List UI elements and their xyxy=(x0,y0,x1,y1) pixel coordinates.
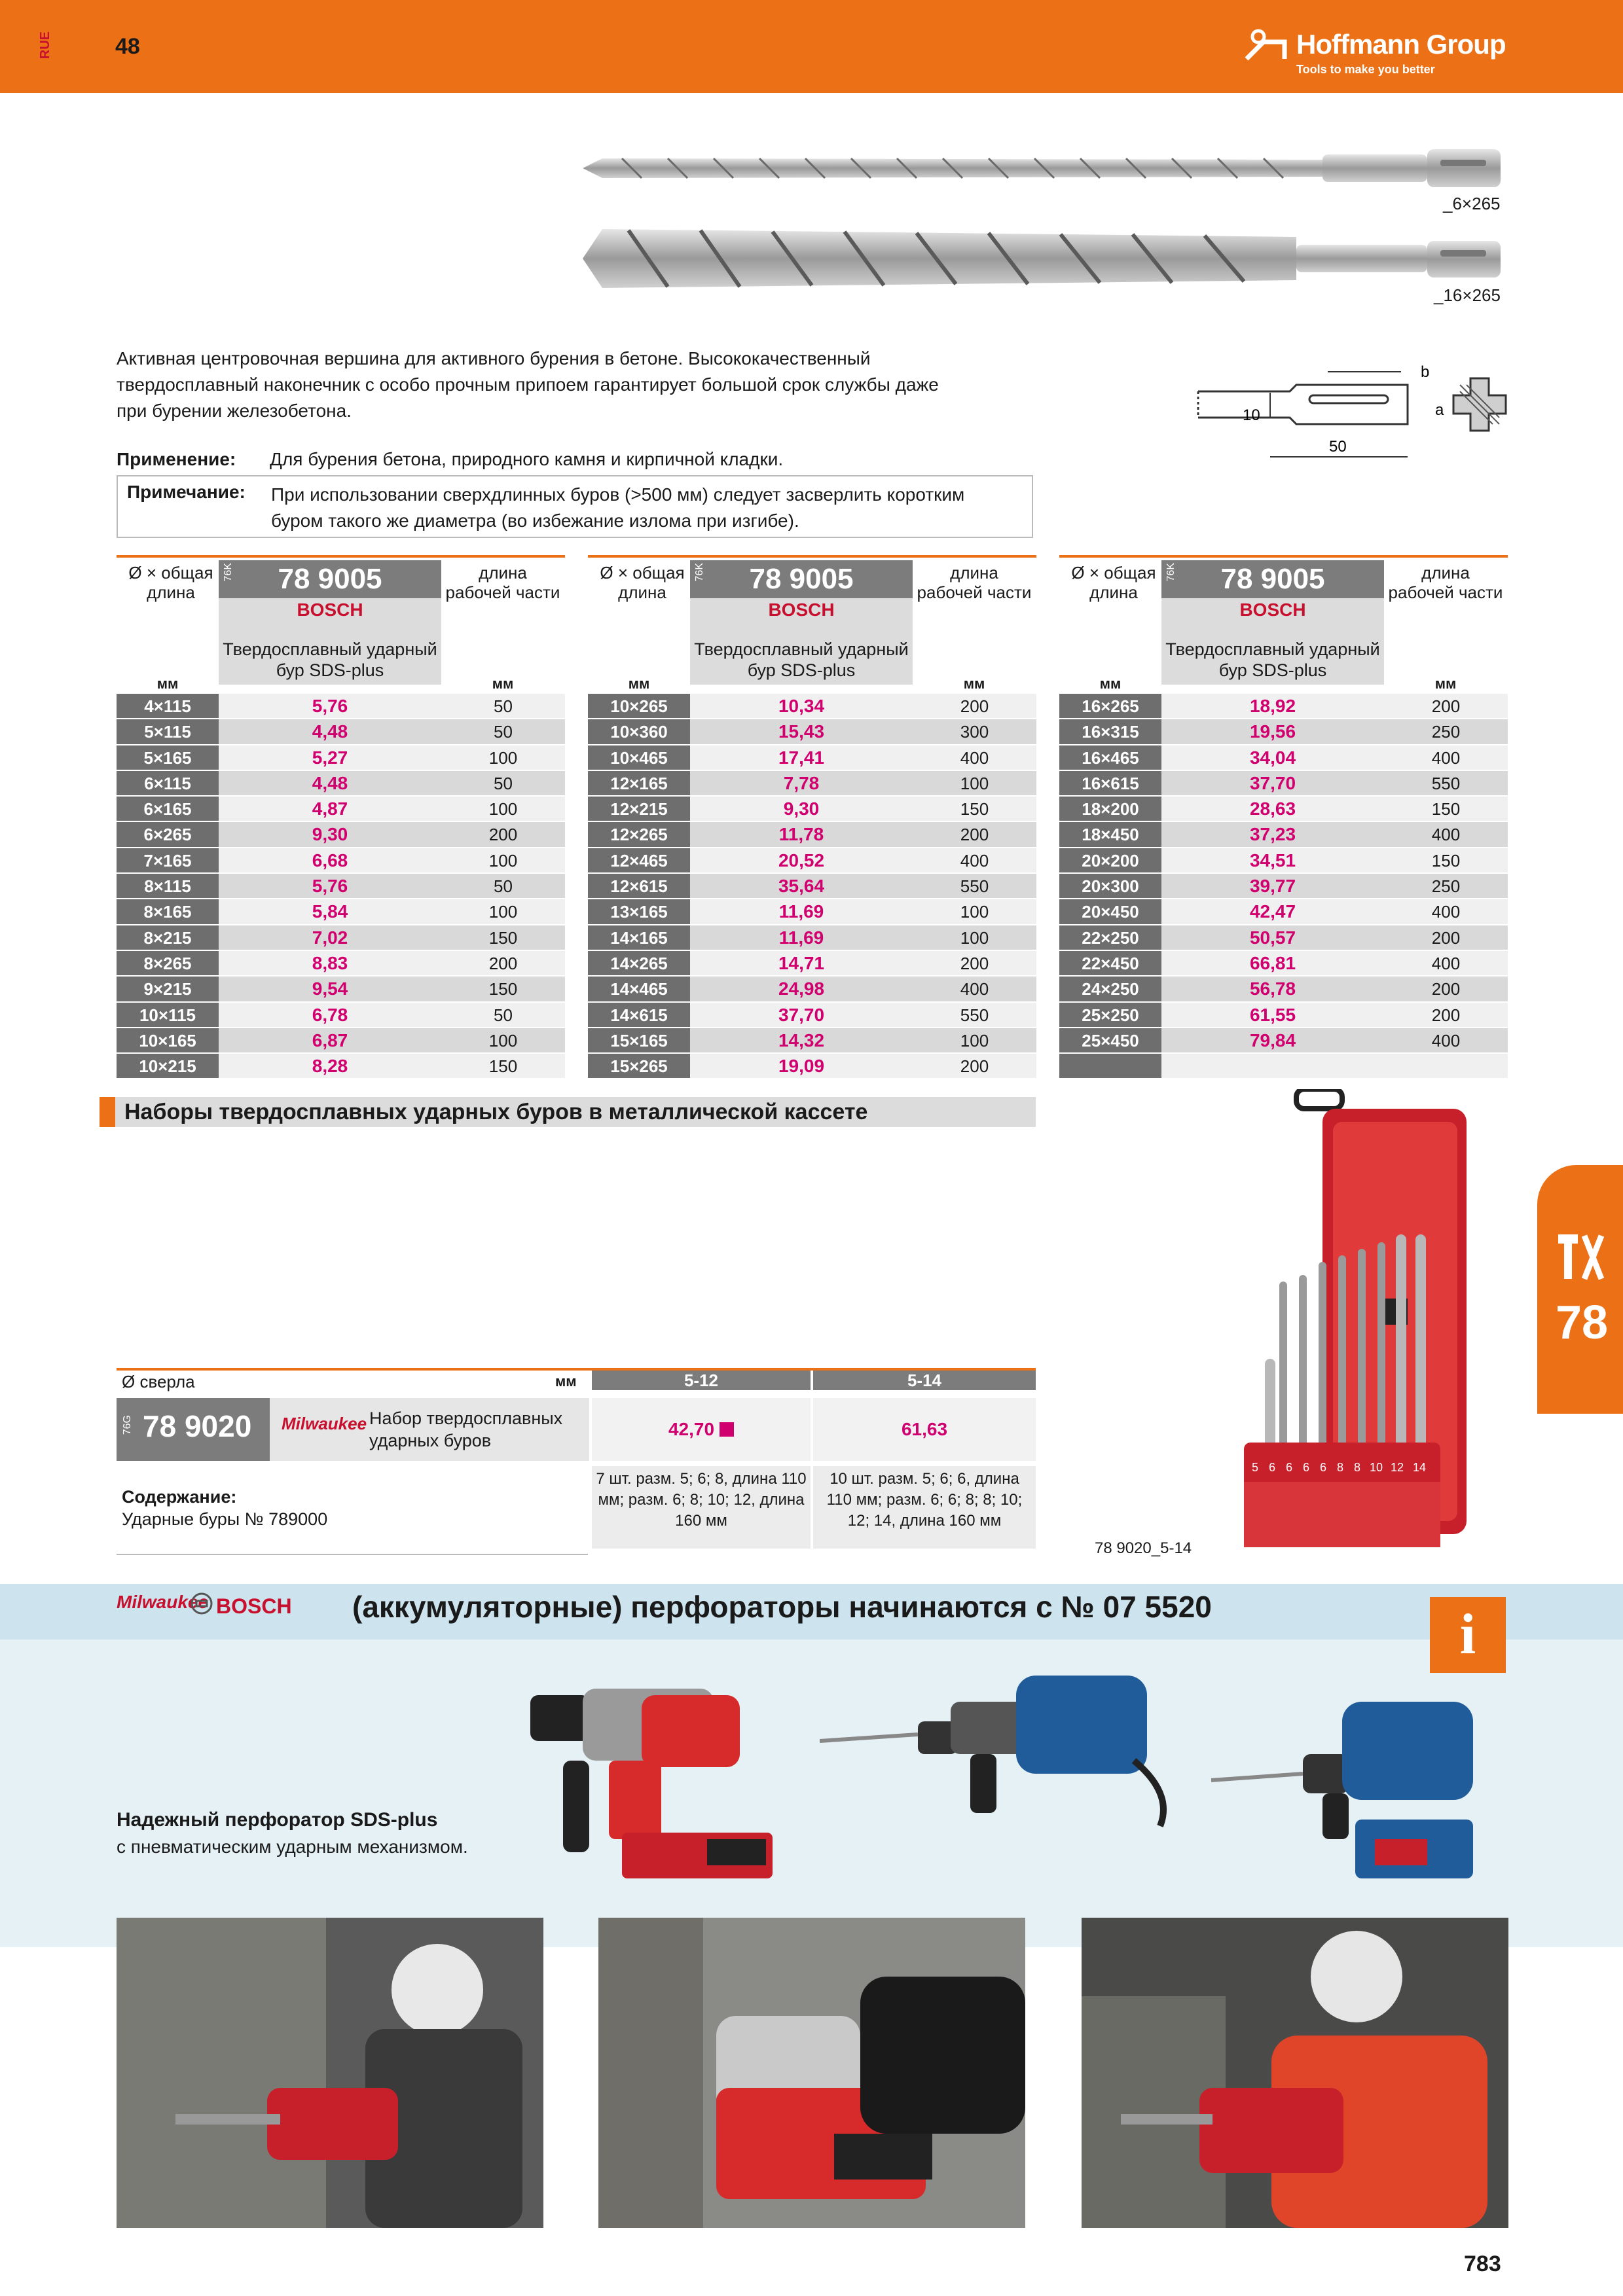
dim-50-label: 50 xyxy=(1329,438,1347,456)
logo-name: Hoffmann Group xyxy=(1296,29,1506,60)
size-cell: 18×450 xyxy=(1059,822,1161,846)
table-row xyxy=(1059,950,1508,975)
set-spec-5-14: 10 шт. разм. 5; 6; 6, длина 110 мм; разм. 6; 6; 8; 8; 10; 12; 14, длина 160 мм xyxy=(813,1466,1036,1549)
length-cell: 200 xyxy=(441,951,565,975)
table-row xyxy=(588,950,1036,975)
price-cell: 37,70 xyxy=(1161,771,1384,795)
price-cell: 8,83 xyxy=(219,951,441,975)
price-cell: 34,51 xyxy=(1161,848,1384,872)
table-body xyxy=(588,692,1036,1078)
price-cell: 6,87 xyxy=(219,1028,441,1052)
length-cell: 550 xyxy=(913,1003,1036,1027)
price-cell: 11,69 xyxy=(690,899,913,924)
size-cell: 22×450 xyxy=(1059,951,1161,975)
set-article-number: 78 9020 xyxy=(143,1409,252,1443)
price-table-1 xyxy=(117,555,565,1078)
size-cell: 12×265 xyxy=(588,822,690,846)
hoffmann-logo xyxy=(1244,26,1512,79)
header-size: Ø × общая длина xyxy=(1071,563,1156,602)
size-cell: 8×215 xyxy=(117,925,219,950)
table-header xyxy=(588,555,1036,692)
dim-b-label: b xyxy=(1421,363,1430,381)
length-cell: 200 xyxy=(913,951,1036,975)
length-cell xyxy=(1384,1054,1508,1078)
size-cell: 14×615 xyxy=(588,1003,690,1027)
drill-caption-large: _16×265 xyxy=(1434,285,1501,305)
size-cell: 12×215 xyxy=(588,797,690,821)
size-cell: 16×615 xyxy=(1059,771,1161,795)
dimension-drawing xyxy=(1192,359,1519,463)
header-article xyxy=(690,560,913,685)
length-cell: 400 xyxy=(1384,951,1508,975)
size-cell: 8×115 xyxy=(117,874,219,898)
price-cell: 6,68 xyxy=(219,848,441,872)
holder-size-label: 14 xyxy=(1413,1461,1427,1474)
price-cell: 8,28 xyxy=(219,1054,441,1078)
table-row xyxy=(1059,744,1508,770)
article-code: 76K xyxy=(1165,563,1176,582)
price-cell: 19,56 xyxy=(1161,719,1384,744)
length-cell: 50 xyxy=(441,1003,565,1027)
price-marker-icon xyxy=(720,1422,734,1437)
set-spec-5-12: 7 шт. разм. 5; 6; 8, длина 110 мм; разм. 6; 8; 10; 12, длина 160 мм xyxy=(592,1466,811,1549)
price-cell: 9,30 xyxy=(690,797,913,821)
size-cell: 15×265 xyxy=(588,1054,690,1078)
table-row xyxy=(588,847,1036,872)
table-body xyxy=(117,692,565,1078)
table-row xyxy=(1059,872,1508,898)
set-description: Набор твердосплавных ударных буров xyxy=(369,1408,563,1450)
length-cell: 100 xyxy=(441,848,565,872)
set-col-5-14: 5-14 xyxy=(813,1371,1036,1390)
table-row xyxy=(117,872,565,898)
section-heading xyxy=(100,1097,1036,1127)
article-description: Твердосплавный ударный бур SDS-plus xyxy=(694,639,909,680)
price-cell: 61,55 xyxy=(1161,1003,1384,1027)
dim-a-label: a xyxy=(1435,401,1444,419)
size-cell: 5×165 xyxy=(117,745,219,770)
set-article-code: 76G xyxy=(122,1415,133,1435)
bosch-corded-hammer-image xyxy=(820,1662,1186,1833)
table-row xyxy=(117,1052,565,1078)
brand-milwaukee: Milwaukee xyxy=(282,1414,367,1433)
brand-milwaukee-logo: Milwaukee xyxy=(117,1592,209,1612)
table-row xyxy=(117,975,565,1001)
header-article xyxy=(1161,560,1384,685)
size-cell: 10×265 xyxy=(588,694,690,718)
price-cell: 14,71 xyxy=(690,951,913,975)
tools-icon xyxy=(1554,1230,1607,1283)
page-number-right: 783 xyxy=(1464,2251,1501,2276)
table-header xyxy=(117,555,565,692)
table-row xyxy=(588,1052,1036,1078)
length-cell: 50 xyxy=(441,771,565,795)
length-cell: 400 xyxy=(913,848,1036,872)
size-cell: 25×450 xyxy=(1059,1028,1161,1052)
price-cell: 79,84 xyxy=(1161,1028,1384,1052)
table-row xyxy=(588,718,1036,744)
table-row xyxy=(117,847,565,872)
unit-length: мм xyxy=(1434,675,1457,692)
length-cell: 400 xyxy=(913,977,1036,1001)
article-number: 78 9005 xyxy=(219,560,441,598)
size-cell: 24×250 xyxy=(1059,977,1161,1001)
application-text: Для бурения бетона, природного камня и кирпичной кладки. xyxy=(270,449,784,469)
set-diameter-label: Ø сверла xyxy=(122,1372,195,1391)
logo-mark-icon xyxy=(1244,29,1290,62)
price-cell: 24,98 xyxy=(690,977,913,1001)
price-cell: 15,43 xyxy=(690,719,913,744)
drill-bit-large-image xyxy=(576,223,1506,295)
table-row xyxy=(117,744,565,770)
table-row xyxy=(117,795,565,821)
table-row xyxy=(1059,924,1508,950)
set-col-5-12: 5-12 xyxy=(592,1371,811,1390)
length-cell: 550 xyxy=(1384,771,1508,795)
holder-size-label: 8 xyxy=(1354,1461,1361,1474)
size-cell: 10×115 xyxy=(117,1003,219,1027)
header-length: длина рабочей части xyxy=(917,563,1032,602)
price-cell: 11,69 xyxy=(690,925,913,950)
size-cell: 16×265 xyxy=(1059,694,1161,718)
price-cell: 6,78 xyxy=(219,1003,441,1027)
size-cell: 12×165 xyxy=(588,771,690,795)
header-size: Ø × общая длина xyxy=(128,563,213,602)
size-cell: 10×215 xyxy=(117,1054,219,1078)
note-label: Примечание: xyxy=(127,482,246,502)
article-description: Твердосплавный ударный бур SDS-plus xyxy=(1165,639,1380,680)
table-body xyxy=(1059,692,1508,1078)
price-cell: 11,78 xyxy=(690,822,913,846)
article-number: 78 9005 xyxy=(690,560,913,598)
set-price-value: 42,70 xyxy=(668,1419,715,1439)
length-cell: 400 xyxy=(1384,822,1508,846)
length-cell: 100 xyxy=(441,1028,565,1052)
table-row xyxy=(588,744,1036,770)
length-cell: 100 xyxy=(913,899,1036,924)
length-cell: 250 xyxy=(1384,874,1508,898)
note-box xyxy=(117,475,1033,538)
table-row xyxy=(1059,795,1508,821)
table-row xyxy=(588,692,1036,718)
table-row xyxy=(117,1027,565,1052)
length-cell: 200 xyxy=(913,1054,1036,1078)
table-row xyxy=(1059,1027,1508,1052)
article-code: 76K xyxy=(694,563,705,582)
price-cell: 39,77 xyxy=(1161,874,1384,898)
set-price-5-14: 61,63 xyxy=(813,1398,1036,1461)
table-row xyxy=(1059,847,1508,872)
length-cell: 100 xyxy=(441,745,565,770)
holder-size-label: 6 xyxy=(1303,1461,1310,1474)
table-header xyxy=(1059,555,1508,692)
price-cell: 5,27 xyxy=(219,745,441,770)
table-row xyxy=(117,924,565,950)
price-table-3 xyxy=(1059,555,1508,1078)
size-cell xyxy=(1059,1054,1161,1078)
milwaukee-hammer-image xyxy=(511,1676,799,1892)
table-row xyxy=(117,898,565,924)
length-cell: 200 xyxy=(1384,925,1508,950)
table-row xyxy=(588,1001,1036,1027)
size-cell: 15×165 xyxy=(588,1028,690,1052)
dim-10-label: 10 xyxy=(1243,406,1260,424)
length-cell: 150 xyxy=(441,977,565,1001)
length-cell: 200 xyxy=(1384,694,1508,718)
length-cell: 100 xyxy=(913,925,1036,950)
brand-bosch: BOSCH xyxy=(768,600,835,620)
price-cell: 37,70 xyxy=(690,1003,913,1027)
size-cell: 6×265 xyxy=(117,822,219,846)
price-cell: 42,47 xyxy=(1161,899,1384,924)
set-article xyxy=(117,1398,270,1461)
language-code: RUE xyxy=(38,31,52,60)
size-cell: 6×165 xyxy=(117,797,219,821)
unit-length: мм xyxy=(963,675,985,692)
price-cell: 9,30 xyxy=(219,822,441,846)
price-cell: 19,09 xyxy=(690,1054,913,1078)
length-cell: 150 xyxy=(1384,848,1508,872)
header-length: длина рабочей части xyxy=(1388,563,1503,602)
drill-bit-small-image xyxy=(576,145,1506,191)
set-table-bottom-rule xyxy=(117,1554,588,1555)
bosch-logo-icon xyxy=(190,1592,213,1615)
length-cell: 150 xyxy=(1384,797,1508,821)
size-cell: 4×115 xyxy=(117,694,219,718)
size-cell: 16×315 xyxy=(1059,719,1161,744)
brand-bosch: BOSCH xyxy=(1239,600,1306,620)
length-cell: 100 xyxy=(441,797,565,821)
bosch-cordless-hammer-image xyxy=(1211,1676,1512,1911)
length-cell: 100 xyxy=(913,771,1036,795)
length-cell: 50 xyxy=(441,719,565,744)
table-row xyxy=(117,950,565,975)
photo-worker-drilling xyxy=(117,1918,543,2228)
price-cell: 37,23 xyxy=(1161,822,1384,846)
table-row xyxy=(1059,1052,1508,1078)
note-text: При использовании сверхдлинных буров (>500 мм) следует засверлить коротким буром такого же диаметра (во избежание излома при изгибе). xyxy=(271,484,965,531)
size-cell: 14×165 xyxy=(588,925,690,950)
set-price-5-12 xyxy=(592,1398,811,1461)
article-code: 76K xyxy=(223,563,234,582)
size-cell: 16×465 xyxy=(1059,745,1161,770)
price-cell: 7,02 xyxy=(219,925,441,950)
length-cell: 400 xyxy=(1384,1028,1508,1052)
price-cell: 14,32 xyxy=(690,1028,913,1052)
unit-size: мм xyxy=(628,675,650,692)
length-cell: 250 xyxy=(1384,719,1508,744)
length-cell: 200 xyxy=(913,694,1036,718)
drill-caption-small: _6×265 xyxy=(1443,194,1501,213)
holder-size-label: 6 xyxy=(1286,1461,1293,1474)
size-cell: 18×200 xyxy=(1059,797,1161,821)
size-cell: 7×165 xyxy=(117,848,219,872)
table-row xyxy=(1059,975,1508,1001)
length-cell: 550 xyxy=(913,874,1036,898)
table-row xyxy=(1059,770,1508,795)
price-cell: 5,84 xyxy=(219,899,441,924)
application-label: Применение: xyxy=(117,449,236,469)
size-cell: 22×250 xyxy=(1059,925,1161,950)
size-cell: 13×165 xyxy=(588,899,690,924)
table-row xyxy=(588,1027,1036,1052)
brand-bosch: BOSCH xyxy=(297,600,363,620)
length-cell: 400 xyxy=(913,745,1036,770)
size-cell: 12×615 xyxy=(588,874,690,898)
price-cell: 28,63 xyxy=(1161,797,1384,821)
length-cell: 150 xyxy=(441,1054,565,1078)
length-cell: 400 xyxy=(1384,745,1508,770)
holder-size-label: 8 xyxy=(1337,1461,1344,1474)
table-row xyxy=(117,1001,565,1027)
price-cell: 5,76 xyxy=(219,694,441,718)
article-description: Твердосплавный ударный бур SDS-plus xyxy=(223,639,437,680)
info-heading: Надежный перфоратор SDS-plus xyxy=(117,1809,438,1831)
price-cell: 5,76 xyxy=(219,874,441,898)
table-row xyxy=(117,821,565,846)
table-row xyxy=(1059,718,1508,744)
length-cell: 200 xyxy=(1384,977,1508,1001)
price-cell: 7,78 xyxy=(690,771,913,795)
size-cell: 5×115 xyxy=(117,719,219,744)
size-cell: 20×300 xyxy=(1059,874,1161,898)
price-cell: 18,92 xyxy=(1161,694,1384,718)
price-cell: 50,57 xyxy=(1161,925,1384,950)
size-cell: 10×465 xyxy=(588,745,690,770)
photo-hammer-dust-extraction xyxy=(598,1918,1025,2228)
size-cell: 14×265 xyxy=(588,951,690,975)
header-article xyxy=(219,560,441,685)
holder-size-label: 6 xyxy=(1320,1461,1327,1474)
size-cell: 10×360 xyxy=(588,719,690,744)
price-cell xyxy=(1161,1054,1384,1078)
info-badge-icon: i xyxy=(1430,1597,1506,1673)
price-cell: 20,52 xyxy=(690,848,913,872)
price-cell: 34,04 xyxy=(1161,745,1384,770)
header-length: длина рабочей части xyxy=(445,563,560,602)
table-row xyxy=(588,898,1036,924)
photo-worker-orange-jacket xyxy=(1082,1918,1508,2228)
length-cell: 100 xyxy=(441,899,565,924)
size-cell: 8×265 xyxy=(117,951,219,975)
length-cell: 100 xyxy=(913,1028,1036,1052)
price-cell: 35,64 xyxy=(690,874,913,898)
brand-bosch-logo: BOSCH xyxy=(216,1594,292,1618)
size-cell: 9×215 xyxy=(117,977,219,1001)
length-cell: 200 xyxy=(1384,1003,1508,1027)
set-unit: мм xyxy=(555,1373,577,1390)
length-cell: 50 xyxy=(441,874,565,898)
table-row xyxy=(1059,898,1508,924)
section-heading-bar xyxy=(100,1097,115,1127)
size-cell: 8×165 xyxy=(117,899,219,924)
intro-text: Активная центровочная вершина для активного бурения в бетоне. Высококачественный твердосплавный наконечник с особо прочным припоем гарантирует большой срок службы даже при бурении железобетона. xyxy=(117,348,939,421)
article-number: 78 9005 xyxy=(1161,560,1384,598)
size-cell: 25×250 xyxy=(1059,1003,1161,1027)
chapter-number: 78 xyxy=(1556,1297,1609,1349)
chapter-tab xyxy=(1537,1165,1623,1414)
table-row xyxy=(1059,692,1508,718)
table-row xyxy=(588,975,1036,1001)
table-row xyxy=(588,770,1036,795)
table-row xyxy=(117,718,565,744)
contents-text: Ударные буры № 789000 xyxy=(122,1509,328,1529)
set-table xyxy=(117,1368,1036,1556)
size-cell: 6×115 xyxy=(117,771,219,795)
size-cell: 10×165 xyxy=(117,1028,219,1052)
length-cell: 400 xyxy=(1384,899,1508,924)
size-cell: 20×200 xyxy=(1059,848,1161,872)
length-cell: 200 xyxy=(913,822,1036,846)
holder-size-label: 10 xyxy=(1370,1461,1383,1474)
table-row xyxy=(117,692,565,718)
length-cell: 300 xyxy=(913,719,1036,744)
price-cell: 4,48 xyxy=(219,771,441,795)
drill-set-case-image xyxy=(1205,1089,1467,1573)
contents-label: Содержание: xyxy=(122,1487,237,1507)
size-cell: 20×450 xyxy=(1059,899,1161,924)
unit-size: мм xyxy=(1099,675,1122,692)
length-cell: 200 xyxy=(441,822,565,846)
table-row xyxy=(1059,821,1508,846)
table-row xyxy=(588,821,1036,846)
section-heading-text: Наборы твердосплавных ударных буров в металлической кассете xyxy=(124,1100,868,1124)
price-table-2 xyxy=(588,555,1036,1078)
table-row xyxy=(588,872,1036,898)
logo-tagline: Tools to make you better xyxy=(1296,63,1435,76)
price-cell: 9,54 xyxy=(219,977,441,1001)
info-text: с пневматическим ударным механизмом. xyxy=(117,1837,468,1857)
size-cell: 12×465 xyxy=(588,848,690,872)
case-caption: 78 9020_5-14 xyxy=(1095,1539,1192,1557)
price-cell: 4,87 xyxy=(219,797,441,821)
price-cell: 17,41 xyxy=(690,745,913,770)
table-row xyxy=(1059,1001,1508,1027)
table-row xyxy=(117,770,565,795)
holder-size-label: 5 xyxy=(1252,1461,1259,1474)
length-cell: 50 xyxy=(441,694,565,718)
table-row xyxy=(588,795,1036,821)
price-cell: 66,81 xyxy=(1161,951,1384,975)
price-cell: 56,78 xyxy=(1161,977,1384,1001)
length-cell: 150 xyxy=(441,925,565,950)
unit-size: мм xyxy=(156,675,179,692)
price-cell: 4,48 xyxy=(219,719,441,744)
set-brand-cell xyxy=(270,1398,589,1461)
table-row xyxy=(588,924,1036,950)
holder-size-label: 12 xyxy=(1391,1461,1404,1474)
length-cell: 150 xyxy=(913,797,1036,821)
info-title: (аккумуляторные) перфораторы начинаются с № 07 5520 xyxy=(352,1590,1212,1624)
unit-length: мм xyxy=(492,675,514,692)
header-size: Ø × общая длина xyxy=(600,563,685,602)
holder-size-label: 6 xyxy=(1269,1461,1276,1474)
page-number-left: 48 xyxy=(115,34,140,59)
size-cell: 14×465 xyxy=(588,977,690,1001)
price-cell: 10,34 xyxy=(690,694,913,718)
